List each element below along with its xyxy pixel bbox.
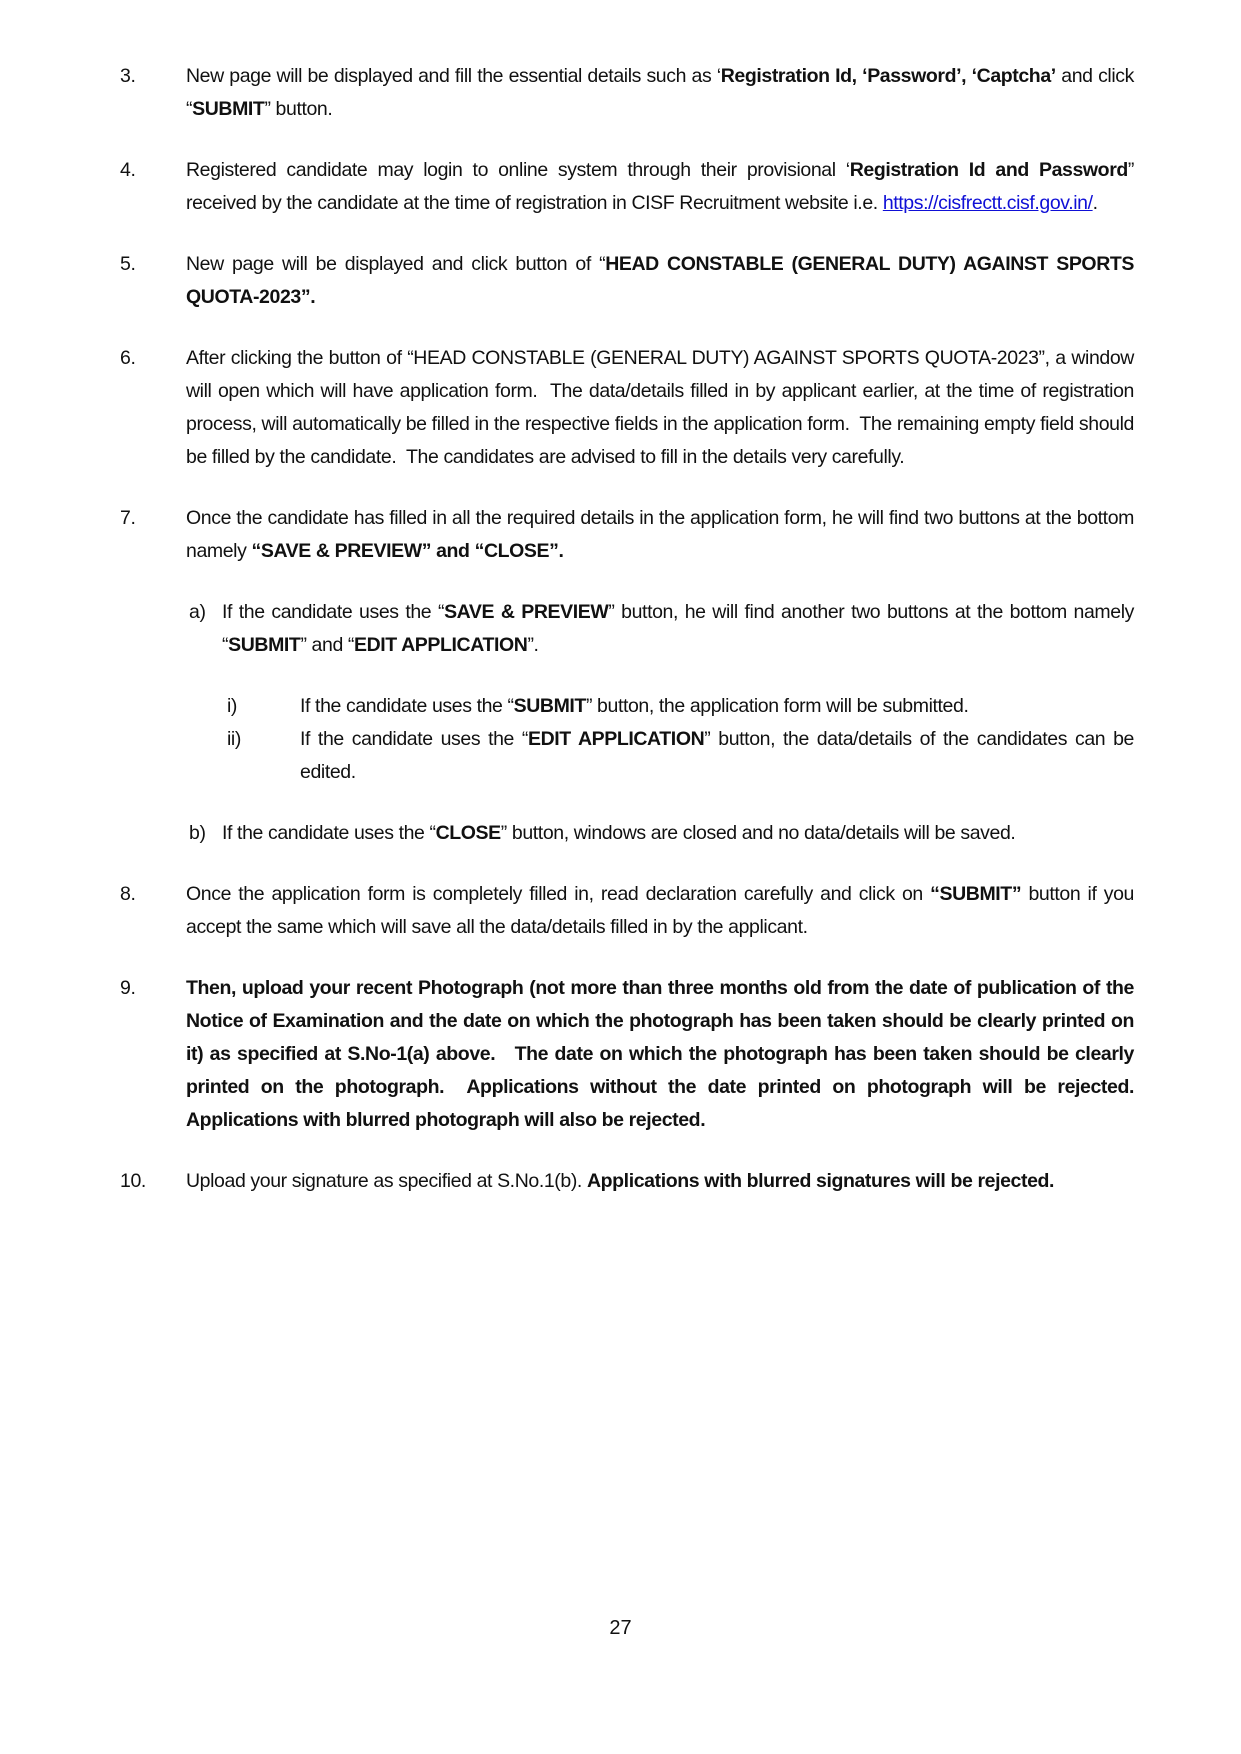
page-number: 27 — [609, 1617, 632, 1639]
item-text — [186, 502, 1140, 568]
item-number: 10. — [120, 1170, 146, 1192]
text-run: If the candidate uses the “ — [222, 822, 436, 844]
text-run: ” button, the data/details of the candidates can be edited. — [300, 728, 1140, 783]
text-run: Once the application form is completely filled in, read declaration carefully and click on — [186, 883, 931, 905]
text-run: Upload your signature as specified at S.No.1(b). — [186, 1170, 587, 1192]
item-text — [300, 690, 1134, 723]
item-text — [186, 878, 1140, 944]
item-text — [186, 1165, 1134, 1198]
item-text — [186, 972, 1145, 1137]
list-item — [120, 60, 1140, 126]
list-item — [120, 1165, 1134, 1198]
text-run: ” button, windows are closed and no data/details will be saved. — [500, 822, 1016, 844]
text-run: ” button. — [264, 98, 333, 120]
list-item — [120, 154, 1140, 220]
text-run: Once the candidate has filled in all the required details in the application form, he will find two buttons at the bottom namely — [186, 507, 1140, 562]
bold-text-run: SAVE & PREVIEW — [444, 601, 609, 623]
item-number: 9. — [120, 977, 136, 999]
instruction-list — [120, 60, 1145, 1198]
list-item — [120, 342, 1140, 474]
cisf-website-link[interactable]: https://cisfrectt.cisf.gov.in/ — [882, 192, 1093, 214]
item-number: 5. — [120, 253, 136, 275]
item-number: b) — [189, 822, 206, 844]
item-number: 4. — [120, 159, 136, 181]
bold-text-run: EDIT APPLICATION — [354, 634, 528, 656]
list-item — [189, 596, 1140, 662]
list-item — [227, 723, 1140, 789]
list-item — [189, 817, 1134, 850]
bold-text-run: Applications with blurred signatures will be rejected. — [586, 1170, 1055, 1192]
bold-text-run: “SUBMIT” — [930, 883, 1022, 905]
text-run: If the candidate uses the “ — [300, 695, 514, 717]
text-run: New page will be displayed and fill the essential details such as ‘ — [186, 65, 721, 87]
item-text — [300, 723, 1140, 789]
item-number: 8. — [120, 883, 136, 905]
item-text — [186, 60, 1140, 126]
item-number: a) — [189, 601, 206, 623]
list-item — [120, 878, 1140, 944]
item-text — [186, 342, 1140, 474]
text-run: ” and “ — [300, 634, 354, 656]
bold-text-run: SUBMIT — [192, 98, 265, 120]
item-text — [186, 248, 1140, 314]
bold-text-run: Registration Id and Password — [849, 159, 1128, 181]
bold-text-run: SUBMIT — [228, 634, 301, 656]
item-text — [222, 596, 1140, 662]
text-run: ”. — [527, 634, 539, 656]
item-number: 6. — [120, 347, 136, 369]
text-run: ” received by the candidate at the time of registration in CISF Recruitment website i.e. — [186, 159, 1140, 214]
list-item — [120, 972, 1145, 1137]
text-run: ” button, the application form will be submitted. — [585, 695, 969, 717]
text-run: and click “ — [186, 65, 1140, 120]
list-item — [227, 690, 1134, 723]
item-number: ii) — [227, 728, 241, 750]
text-run: ” button, he will find another two buttons at the bottom namely “ — [222, 601, 1140, 656]
text-run: button if you accept the same which will save all the data/details filled in by the applicant. — [186, 883, 1140, 938]
list-item — [120, 248, 1140, 314]
bold-text-run: Then, upload your recent Photograph (not more than three months old from the date of publication of the Notice of Examination and the date on which the photograph has been taken should be clearly printed on it) as specified at S.No-1(a) above. The date on which the photograph has been taken should be clearly printed on the photograph. Applications without the date printed on photograph will be rejected. Applications with blurred photograph will also be rejected. — [186, 977, 1145, 1131]
bold-text-run: SUBMIT — [513, 695, 586, 717]
item-text — [222, 817, 1134, 850]
bold-text-run: EDIT APPLICATION — [527, 728, 705, 750]
list-item — [120, 502, 1140, 568]
text-run: . — [1092, 192, 1098, 214]
item-number: 3. — [120, 65, 136, 87]
text-run: Registered candidate may login to online system through their provisional ‘ — [186, 159, 850, 181]
text-run: New page will be displayed and click button of “ — [186, 253, 606, 275]
item-text — [186, 154, 1140, 220]
bold-text-run: Registration Id, ‘Password’, ‘Captcha’ — [720, 65, 1056, 87]
bold-text-run: “SAVE & PREVIEW” and “CLOSE”. — [251, 540, 564, 562]
text-run: After clicking the button of “HEAD CONSTABLE (GENERAL DUTY) AGAINST SPORTS QUOTA-2023”, a window will open which will have application form. The data/details filled in by applicant earlier, at the time of registration process, will automatically be filled in the respective fields in the application form. The remaining empty field should be filled by the candidate. The candidates are advised to fill in the details very carefully. — [186, 347, 1140, 468]
item-number: 7. — [120, 507, 136, 529]
text-run: If the candidate uses the “ — [300, 728, 528, 750]
text-run: If the candidate uses the “ — [222, 601, 445, 623]
bold-text-run: HEAD CONSTABLE (GENERAL DUTY) AGAINST SPORTS QUOTA-2023”. — [186, 253, 1140, 308]
bold-text-run: CLOSE — [435, 822, 501, 844]
item-number: i) — [227, 695, 238, 717]
